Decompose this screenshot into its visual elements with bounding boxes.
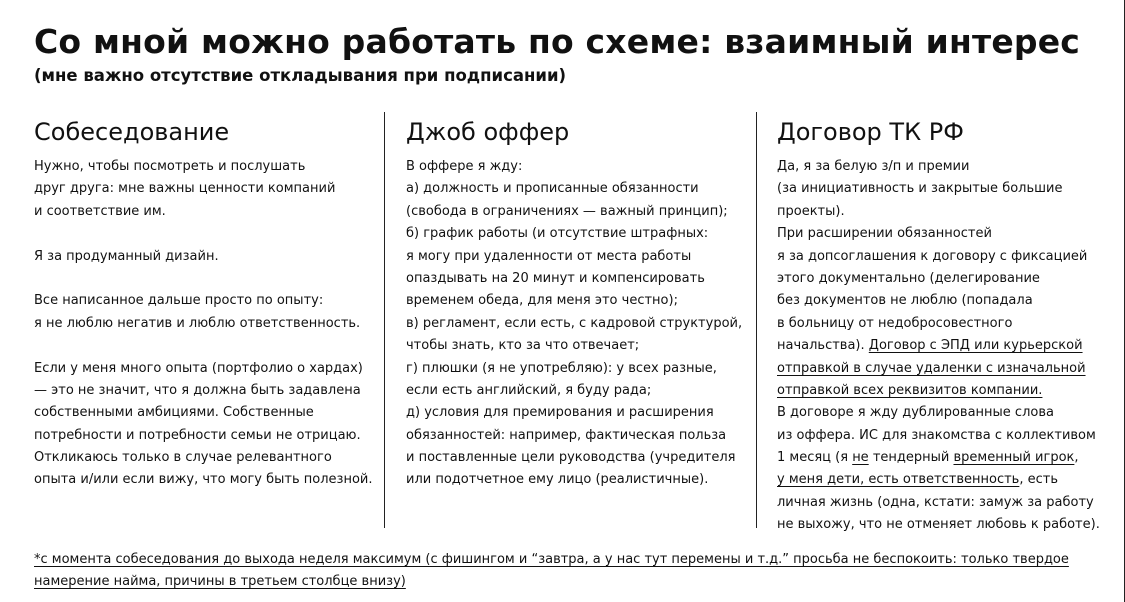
text-line: При расширении обязанностей — [777, 226, 992, 242]
text-line: собственными амбициями. Собственные — [34, 405, 314, 421]
text-line: потребности и потребности семьи не отрицаю. — [34, 427, 361, 443]
text-line: и поставленные цели руководства (учредителя — [406, 450, 736, 466]
text-line: Если у меня много опыта (портфолио о хардах) — [34, 360, 363, 376]
text-line: д) условия для премирования и расширения — [406, 405, 714, 421]
footnote-line: намерение найма, причины в третьем столбце внизу) — [34, 574, 406, 590]
column-heading-interview: Собеседование — [34, 118, 230, 146]
text-line: личная жизнь (одна, кстати: замуж за работу — [777, 494, 1094, 510]
text-line — [777, 469, 1100, 491]
text-line: в) регламент, если есть, с кадровой структурой, — [406, 315, 743, 331]
text-line: — это не значит, что я должна быть задавлена — [34, 382, 361, 398]
text-line: чтобы знать, кто за что отвечает; — [406, 338, 640, 354]
text-line — [777, 380, 1100, 402]
text-line: (за инициативность и закрытые большие — [777, 181, 1063, 197]
text-line: этого документально (делегирование — [777, 270, 1040, 286]
text-segment: , — [1074, 450, 1079, 466]
text-line — [777, 447, 1100, 469]
text-segment: начальства). — [777, 338, 869, 354]
text-line: опаздывать на 20 минут и компенсировать — [406, 270, 705, 286]
text-line: без документов не люблю (попадала — [777, 293, 1033, 309]
text-segment: 1 месяц (я — [777, 450, 853, 466]
underlined-text: отправкой в случае удаленки с изначальной — [777, 360, 1086, 376]
text-line: (свобода в ограничениях — важный принцип); — [406, 203, 728, 219]
underlined-text: Договор с ЭПД или курьерской — [868, 338, 1083, 354]
text-line — [34, 268, 372, 290]
text-line: обязанностей: например, фактическая польза — [406, 427, 727, 443]
column-heading-contract: Договор ТК РФ — [777, 118, 964, 146]
text-line: б) график работы (и отсутствие штрафных: — [406, 226, 709, 242]
text-line: Да, я за белую з/п и премии — [777, 159, 970, 174]
text-line: Все написанное дальше просто по опыту: — [34, 293, 324, 309]
text-line: г) плюшки (я не употребляю): у всех разные, — [406, 360, 717, 376]
text-line: я могу при удаленности от места работы — [406, 248, 692, 264]
text-line: Откликаюсь только в случае релевантного — [34, 450, 332, 466]
text-line — [777, 358, 1100, 380]
text-line — [777, 335, 1100, 357]
text-line — [34, 335, 372, 357]
text-line: В оффере я жду: — [406, 159, 523, 174]
text-line: я не люблю негатив и люблю ответственность. — [34, 315, 361, 331]
text-line: в больницу от недобросовестного — [777, 315, 1013, 331]
column-heading-job-offer: Джоб оффер — [406, 118, 570, 146]
underlined-text: временный игрок — [953, 450, 1075, 466]
column-contract — [777, 118, 1100, 537]
text-line: или подотчетное ему лицо (реалистичные). — [406, 472, 709, 488]
text-line: Я за продуманный дизайн. — [34, 248, 219, 264]
underlined-text: у меня дети, есть ответственность — [777, 472, 1020, 488]
text-line — [34, 223, 372, 245]
page-title: Со мной можно работать по схеме: взаимный интерес — [34, 22, 1081, 61]
column-job-offer — [406, 118, 742, 492]
text-line: я за допсоглашения к договору с фиксацией — [777, 248, 1088, 264]
underlined-text: не — [852, 450, 869, 466]
text-line: проекты). — [777, 203, 845, 219]
text-line: временем обеда, для меня это честно); — [406, 293, 678, 309]
text-line: В договоре я жду дублированные слова — [777, 405, 1054, 421]
text-line: из оффера. ИС для знакомства с коллективом — [777, 427, 1096, 443]
column-divider-1 — [384, 112, 385, 528]
text-line: опыта и/или если вижу, что могу быть полезной. — [34, 472, 373, 488]
text-line: если есть английский, я буду рада; — [406, 382, 652, 398]
text-line: Нужно, чтобы посмотреть и послушать — [34, 159, 306, 174]
page-subtitle: (мне важно отсутствие откладывания при подписании) — [34, 66, 567, 85]
footnote — [34, 549, 1069, 594]
text-line: а) должность и прописанные обязанности — [406, 181, 699, 197]
column-divider-2 — [756, 112, 757, 528]
underlined-text: отправкой всех реквизитов компании. — [777, 382, 1043, 398]
text-segment: , есть — [1019, 472, 1058, 488]
text-line: друг друга: мне важны ценности компаний — [34, 181, 336, 197]
text-line: и соответствие им. — [34, 203, 166, 219]
text-segment: тендерный — [868, 450, 954, 466]
text-line: не выхожу, что не отменяет любовь к работе). — [777, 517, 1100, 533]
column-interview — [34, 118, 372, 492]
footnote-line: *с момента собеседования до выхода неделя максимум (с фишингом и “завтра, а у нас тут перемены и т.д.” просьба не беспокоить: только твердое — [34, 552, 1069, 567]
